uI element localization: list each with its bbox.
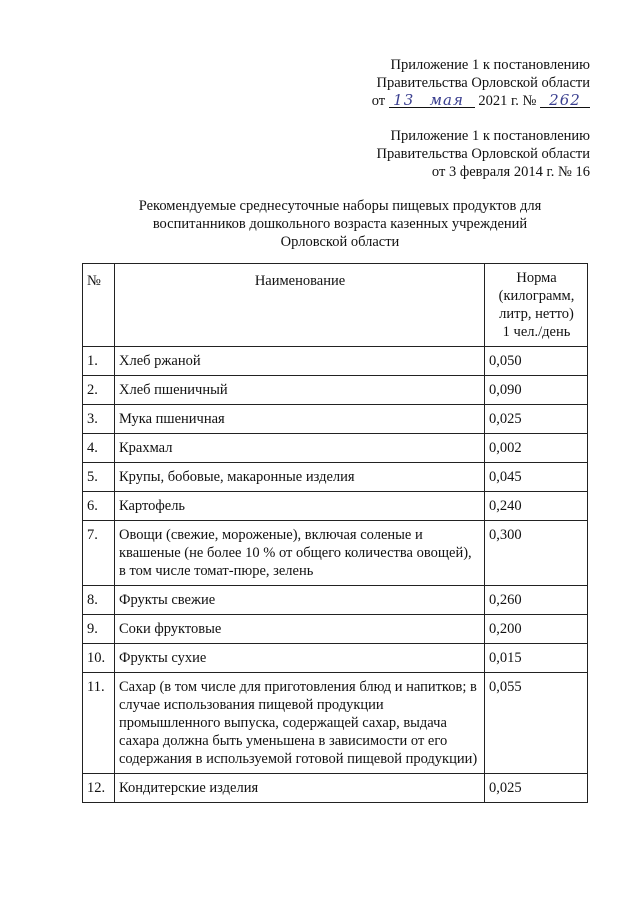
from-label: от bbox=[371, 93, 386, 109]
header-number: № bbox=[83, 264, 115, 347]
row-norm: 0,002 bbox=[485, 434, 588, 463]
row-number: 5. bbox=[83, 463, 115, 492]
header-norm-line: литр, нетто) bbox=[499, 306, 574, 322]
row-number: 11. bbox=[83, 673, 115, 774]
table-row bbox=[83, 492, 588, 521]
table-header-row bbox=[83, 264, 588, 347]
row-number: 1. bbox=[83, 347, 115, 376]
row-number: 6. bbox=[83, 492, 115, 521]
attachment-date-line bbox=[372, 92, 590, 110]
row-number: 3. bbox=[83, 405, 115, 434]
attachment-line: Правительства Орловской области bbox=[376, 75, 590, 91]
title-line: воспитанников дошкольного возраста казенных учреждений bbox=[152, 216, 528, 232]
row-number: 10. bbox=[83, 644, 115, 673]
header-norm-line: Норма bbox=[516, 270, 557, 286]
row-name: Овощи (свежие, мороженые), включая соленые и квашеные (не более 10 % от общего количества овощей), в том числе томат-пюре, зелень bbox=[115, 521, 485, 586]
year-label: 2021 г. № bbox=[478, 93, 537, 109]
row-name: Крахмал bbox=[115, 434, 485, 463]
row-name: Картофель bbox=[115, 492, 485, 521]
title-line: Орловской области bbox=[280, 234, 400, 250]
document-title bbox=[80, 197, 600, 251]
table-row bbox=[83, 644, 588, 673]
food-norms-table bbox=[82, 263, 588, 803]
row-name: Крупы, бобовые, макаронные изделия bbox=[115, 463, 485, 492]
row-name: Кондитерские изделия bbox=[115, 774, 485, 803]
row-norm: 0,240 bbox=[485, 492, 588, 521]
header-norm-line: (килограмм, bbox=[498, 288, 575, 304]
table-row bbox=[83, 615, 588, 644]
row-number: 9. bbox=[83, 615, 115, 644]
table-row bbox=[83, 376, 588, 405]
row-norm: 0,015 bbox=[485, 644, 588, 673]
row-name: Соки фруктовые bbox=[115, 615, 485, 644]
table-row bbox=[83, 463, 588, 492]
handwritten-month: мая bbox=[419, 93, 475, 108]
row-norm: 0,050 bbox=[485, 347, 588, 376]
title-line: Рекомендуемые среднесуточные наборы пищевых продуктов для bbox=[138, 198, 542, 214]
row-norm: 0,200 bbox=[485, 615, 588, 644]
attachment-original-header bbox=[377, 127, 591, 181]
row-norm: 0,025 bbox=[485, 774, 588, 803]
handwritten-day: 13 bbox=[389, 93, 419, 108]
row-number: 2. bbox=[83, 376, 115, 405]
table-row bbox=[83, 405, 588, 434]
table-row bbox=[83, 347, 588, 376]
row-number: 8. bbox=[83, 586, 115, 615]
row-name: Фрукты свежие bbox=[115, 586, 485, 615]
header-norm bbox=[485, 264, 588, 347]
table-row bbox=[83, 673, 588, 774]
row-name: Мука пшеничная bbox=[115, 405, 485, 434]
row-norm: 0,055 bbox=[485, 673, 588, 774]
attachment-line: Приложение 1 к постановлению bbox=[390, 57, 590, 73]
row-number: 7. bbox=[83, 521, 115, 586]
table-row bbox=[83, 774, 588, 803]
attachment-line: Правительства Орловской области bbox=[376, 146, 590, 162]
row-norm: 0,300 bbox=[485, 521, 588, 586]
row-name: Фрукты сухие bbox=[115, 644, 485, 673]
row-name: Сахар (в том числе для приготовления блюд и напитков; в случае использования пищевой продукции промышленного выпуска, содержащей сахар, выдача сахара должна быть уменьшена в зависимости от его содержания в используемой готовой пищевой продукции) bbox=[115, 673, 485, 774]
table-row bbox=[83, 521, 588, 586]
attachment-current-header bbox=[372, 56, 590, 110]
row-norm: 0,260 bbox=[485, 586, 588, 615]
attachment-line: от 3 февраля 2014 г. № 16 bbox=[431, 164, 590, 180]
row-number: 4. bbox=[83, 434, 115, 463]
header-norm-line: 1 чел./день bbox=[502, 324, 571, 340]
table-row bbox=[83, 434, 588, 463]
attachment-line: Приложение 1 к постановлению bbox=[390, 128, 590, 144]
row-number: 12. bbox=[83, 774, 115, 803]
row-name: Хлеб пшеничный bbox=[115, 376, 485, 405]
row-norm: 0,090 bbox=[485, 376, 588, 405]
row-name: Хлеб ржаной bbox=[115, 347, 485, 376]
row-norm: 0,045 bbox=[485, 463, 588, 492]
handwritten-number: 262 bbox=[540, 93, 590, 108]
table-row bbox=[83, 586, 588, 615]
row-norm: 0,025 bbox=[485, 405, 588, 434]
header-name: Наименование bbox=[115, 264, 485, 347]
